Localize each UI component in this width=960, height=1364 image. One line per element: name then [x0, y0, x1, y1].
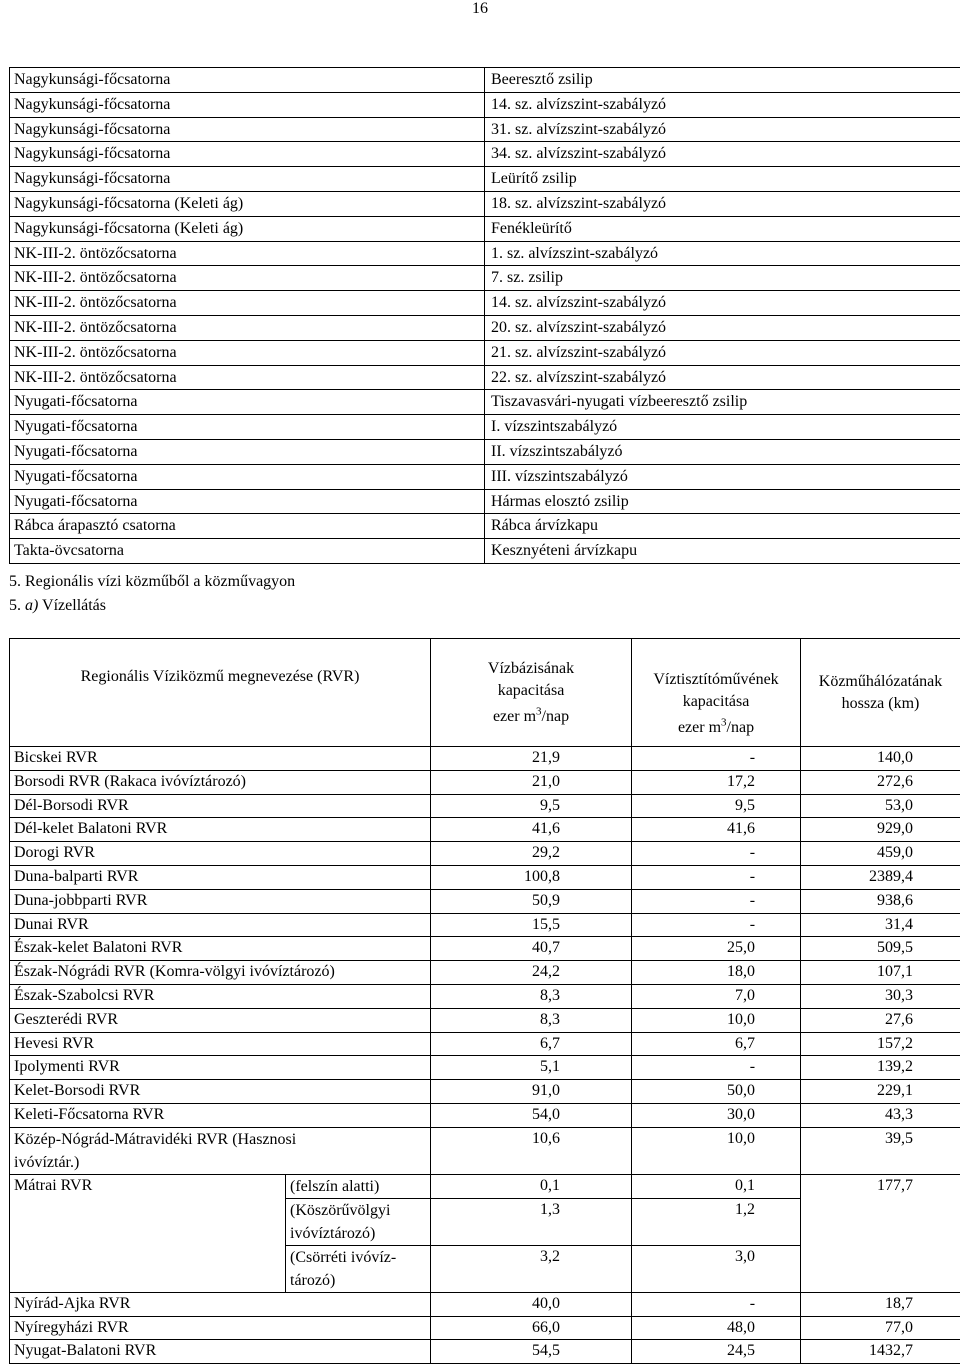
rvr-name: Nyugat-Balatoni RVR — [10, 1340, 431, 1364]
base-capacity: 6,7 — [431, 1032, 632, 1056]
header-name: Regionális Víziközmű megnevezése (RVR) — [10, 639, 431, 747]
rvr-name: Dél-Borsodi RVR — [10, 794, 431, 818]
header-network — [801, 639, 960, 747]
plant-capacity: 1,2 — [632, 1198, 801, 1245]
rvr-row — [10, 1103, 960, 1127]
rvr-row — [10, 889, 960, 913]
rvr-row — [10, 1032, 960, 1056]
rvr-name: Ipolymenti RVR — [10, 1056, 431, 1080]
rvr-row — [10, 842, 960, 866]
structure-row — [10, 390, 960, 415]
header-plant-unit: ezer $m^3$/nap — [632, 717, 800, 739]
plant-capacity: 0,1 — [632, 1174, 801, 1198]
rvr-row — [10, 937, 960, 961]
rvr-name: Mátrai RVR — [10, 1174, 286, 1292]
base-capacity: 21,0 — [431, 770, 632, 794]
base-capacity: 9,5 — [431, 794, 632, 818]
base-capacity: 100,8 — [431, 865, 632, 889]
rvr-row — [10, 818, 960, 842]
rvr-name: Hevesi RVR — [10, 1032, 431, 1056]
structure-name: 18. sz. alvízszint-szabályzó — [485, 191, 960, 216]
plant-capacity: - — [632, 865, 801, 889]
rvr-row — [10, 1292, 960, 1316]
plant-capacity: 30,0 — [632, 1103, 801, 1127]
plant-capacity: 7,0 — [632, 984, 801, 1008]
plant-capacity: 50,0 — [632, 1080, 801, 1104]
base-capacity: 54,0 — [431, 1103, 632, 1127]
network-length: 107,1 — [801, 961, 960, 985]
rvr-name: Bicskei RVR — [10, 747, 431, 771]
canal-name: Nyugati-főcsatorna — [10, 439, 485, 464]
structure-row — [10, 315, 960, 340]
network-length: 1432,7 — [801, 1340, 960, 1364]
matrai-sub-label: (felszín alatti) — [286, 1174, 431, 1198]
plant-capacity: 10,0 — [632, 1127, 801, 1174]
structure-row — [10, 241, 960, 266]
section-headings — [9, 570, 295, 618]
canal-name: NK-III-2. öntözőcsatorna — [10, 365, 485, 390]
structure-row — [10, 68, 960, 93]
structure-row — [10, 415, 960, 440]
network-length: 43,3 — [801, 1103, 960, 1127]
plant-capacity: 24,5 — [632, 1340, 801, 1364]
canal-name: Nyugati-főcsatorna — [10, 464, 485, 489]
header-base-unit: ezer $m^3$/nap — [431, 706, 631, 728]
structure-name: 7. sz. zsilip — [485, 266, 960, 291]
rvr-name: Dorogi RVR — [10, 842, 431, 866]
network-length: 157,2 — [801, 1032, 960, 1056]
structure-row — [10, 365, 960, 390]
structure-name: 20. sz. alvízszint-szabályzó — [485, 315, 960, 340]
rvr-name: Dunai RVR — [10, 913, 431, 937]
rvr-row — [10, 1316, 960, 1340]
rvr-row — [10, 1340, 960, 1364]
base-capacity: 8,3 — [431, 984, 632, 1008]
base-capacity: 40,0 — [431, 1292, 632, 1316]
rvr-row — [10, 1008, 960, 1032]
structure-name: II. vízszintszabályzó — [485, 439, 960, 464]
structure-row — [10, 539, 960, 564]
network-length: 938,6 — [801, 889, 960, 913]
canal-name: Nyugati-főcsatorna — [10, 390, 485, 415]
base-capacity: 3,2 — [431, 1245, 632, 1292]
structure-name: 1. sz. alvízszint-szabályzó — [485, 241, 960, 266]
network-length: 39,5 — [801, 1127, 960, 1174]
canal-name: Takta-övcsatorna — [10, 539, 485, 564]
network-length: 459,0 — [801, 842, 960, 866]
canal-name: Nagykunsági-főcsatorna (Keleti ág) — [10, 191, 485, 216]
rvr-name: Nyíregyházi RVR — [10, 1316, 431, 1340]
rvr-name: Borsodi RVR (Rakaca ivóvíztározó) — [10, 770, 431, 794]
rvr-name: Duna-balparti RVR — [10, 865, 431, 889]
structure-name: 22. sz. alvízszint-szabályzó — [485, 365, 960, 390]
header-network-line2: hossza (km) — [801, 693, 960, 715]
base-capacity: 1,3 — [431, 1198, 632, 1245]
rvr-name: Észak-Nógrádi RVR (Komra-völgyi ivóvíztározó) — [10, 961, 431, 985]
structure-row — [10, 464, 960, 489]
page-number: 16 — [0, 0, 960, 18]
base-capacity: 50,9 — [431, 889, 632, 913]
base-capacity: 24,2 — [431, 961, 632, 985]
plant-capacity: 6,7 — [632, 1032, 801, 1056]
rvr-name: Duna-jobbparti RVR — [10, 889, 431, 913]
structure-row — [10, 142, 960, 167]
rvr-name: Kelet-Borsodi RVR — [10, 1080, 431, 1104]
network-length: 27,6 — [801, 1008, 960, 1032]
structures-table — [9, 67, 960, 564]
plant-capacity: - — [632, 1056, 801, 1080]
header-plant-capacity — [632, 639, 801, 747]
heading-5a-italic: a) — [25, 597, 38, 614]
structure-name: 14. sz. alvízszint-szabályzó — [485, 92, 960, 117]
structure-name: I. vízszintszabályzó — [485, 415, 960, 440]
structure-name: 31. sz. alvízszint-szabályzó — [485, 117, 960, 142]
canal-name: Nagykunsági-főcsatorna — [10, 68, 485, 93]
plant-capacity: - — [632, 889, 801, 913]
network-length: 31,4 — [801, 913, 960, 937]
network-length: 509,5 — [801, 937, 960, 961]
rvr-row — [10, 1127, 960, 1174]
heading-5: 5. Regionális vízi közműből a közművagyon — [9, 570, 295, 594]
network-length: 272,6 — [801, 770, 960, 794]
rvr-name: Geszterédi RVR — [10, 1008, 431, 1032]
base-capacity: 0,1 — [431, 1174, 632, 1198]
structure-name: Beeresztő zsilip — [485, 68, 960, 93]
canal-name: Nagykunsági-főcsatorna — [10, 92, 485, 117]
canal-name: Nagykunsági-főcsatorna — [10, 117, 485, 142]
canal-name: NK-III-2. öntözőcsatorna — [10, 340, 485, 365]
rvr-subrow — [10, 1174, 960, 1198]
rvr-row — [10, 794, 960, 818]
matrai-sub-label: (Csörréti ivóvíz-tározó) — [286, 1245, 431, 1292]
structure-row — [10, 216, 960, 241]
plant-capacity: 10,0 — [632, 1008, 801, 1032]
rvr-table — [9, 638, 960, 1364]
base-capacity: 66,0 — [431, 1316, 632, 1340]
header-base-line1: Vízbázisának — [431, 658, 631, 680]
base-capacity: 21,9 — [431, 747, 632, 771]
structure-name: Leürítő zsilip — [485, 167, 960, 192]
network-length: 77,0 — [801, 1316, 960, 1340]
structure-name: 21. sz. alvízszint-szabályzó — [485, 340, 960, 365]
header-network-line1: Közműhálózatának — [801, 671, 960, 693]
plant-capacity: - — [632, 747, 801, 771]
structure-row — [10, 266, 960, 291]
structure-name: 34. sz. alvízszint-szabályzó — [485, 142, 960, 167]
heading-5a — [9, 594, 295, 618]
plant-capacity: - — [632, 1292, 801, 1316]
rvr-row — [10, 747, 960, 771]
structure-row — [10, 191, 960, 216]
header-plant-line2: kapacitása — [632, 691, 800, 713]
matrai-sub-label: (Köszörűvölgyi ivóvíztározó) — [286, 1198, 431, 1245]
rvr-name: Nyírád-Ajka RVR — [10, 1292, 431, 1316]
plant-capacity: - — [632, 913, 801, 937]
header-base-capacity — [431, 639, 632, 747]
header-plant-line1: Víztisztítóművének — [632, 669, 800, 691]
network-length: 177,7 — [801, 1174, 960, 1292]
canal-name: Nyugati-főcsatorna — [10, 415, 485, 440]
rvr-row — [10, 865, 960, 889]
canal-name: Nagykunsági-főcsatorna — [10, 142, 485, 167]
rvr-row — [10, 984, 960, 1008]
structure-row — [10, 92, 960, 117]
structure-name: Hármas elosztó zsilip — [485, 489, 960, 514]
network-length: 18,7 — [801, 1292, 960, 1316]
canal-name: Nagykunsági-főcsatorna — [10, 167, 485, 192]
structure-name: Rábca árvízkapu — [485, 514, 960, 539]
network-length: 53,0 — [801, 794, 960, 818]
canal-name: Rábca árapasztó csatorna — [10, 514, 485, 539]
rvr-name: Keleti-Főcsatorna RVR — [10, 1103, 431, 1127]
rvr-name: Észak-Szabolcsi RVR — [10, 984, 431, 1008]
network-length: 30,3 — [801, 984, 960, 1008]
header-base-line2: kapacitása — [431, 680, 631, 702]
base-capacity: 8,3 — [431, 1008, 632, 1032]
structure-name: Kesznyéteni árvízkapu — [485, 539, 960, 564]
structure-row — [10, 117, 960, 142]
base-capacity: 29,2 — [431, 842, 632, 866]
base-capacity: 5,1 — [431, 1056, 632, 1080]
canal-name: Nagykunsági-főcsatorna (Keleti ág) — [10, 216, 485, 241]
network-length: 2389,4 — [801, 865, 960, 889]
rvr-name: Dél-kelet Balatoni RVR — [10, 818, 431, 842]
rvr-name: Észak-kelet Balatoni RVR — [10, 937, 431, 961]
plant-capacity: 41,6 — [632, 818, 801, 842]
structure-row — [10, 340, 960, 365]
structure-name: Tiszavasvári-nyugati vízbeeresztő zsilip — [485, 390, 960, 415]
base-capacity: 41,6 — [431, 818, 632, 842]
network-length: 140,0 — [801, 747, 960, 771]
rvr-row — [10, 913, 960, 937]
base-capacity: 15,5 — [431, 913, 632, 937]
canal-name: NK-III-2. öntözőcsatorna — [10, 291, 485, 316]
network-length: 929,0 — [801, 818, 960, 842]
canal-name: NK-III-2. öntözőcsatorna — [10, 266, 485, 291]
canal-name: NK-III-2. öntözőcsatorna — [10, 241, 485, 266]
canal-name: Nyugati-főcsatorna — [10, 489, 485, 514]
structure-row — [10, 167, 960, 192]
structure-row — [10, 489, 960, 514]
rvr-name: Közép-Nógrád-Mátravidéki RVR (Hasznosi ivóvíztár.) — [10, 1127, 431, 1174]
rvr-row — [10, 1080, 960, 1104]
plant-capacity: - — [632, 842, 801, 866]
structure-row — [10, 439, 960, 464]
network-length: 139,2 — [801, 1056, 960, 1080]
rvr-row — [10, 961, 960, 985]
rvr-row — [10, 1056, 960, 1080]
heading-5a-prefix: 5. — [9, 597, 25, 614]
plant-capacity: 3,0 — [632, 1245, 801, 1292]
plant-capacity: 18,0 — [632, 961, 801, 985]
network-length: 229,1 — [801, 1080, 960, 1104]
plant-capacity: 25,0 — [632, 937, 801, 961]
plant-capacity: 17,2 — [632, 770, 801, 794]
canal-name: NK-III-2. öntözőcsatorna — [10, 315, 485, 340]
base-capacity: 10,6 — [431, 1127, 632, 1174]
base-capacity: 91,0 — [431, 1080, 632, 1104]
rvr-row — [10, 770, 960, 794]
structure-name: Fenékleürítő — [485, 216, 960, 241]
base-capacity: 40,7 — [431, 937, 632, 961]
structure-row — [10, 514, 960, 539]
plant-capacity: 48,0 — [632, 1316, 801, 1340]
plant-capacity: 9,5 — [632, 794, 801, 818]
structure-row — [10, 291, 960, 316]
structure-name: 14. sz. alvízszint-szabályzó — [485, 291, 960, 316]
base-capacity: 54,5 — [431, 1340, 632, 1364]
heading-5a-text: Vízellátás — [38, 597, 106, 614]
structure-name: III. vízszintszabályzó — [485, 464, 960, 489]
